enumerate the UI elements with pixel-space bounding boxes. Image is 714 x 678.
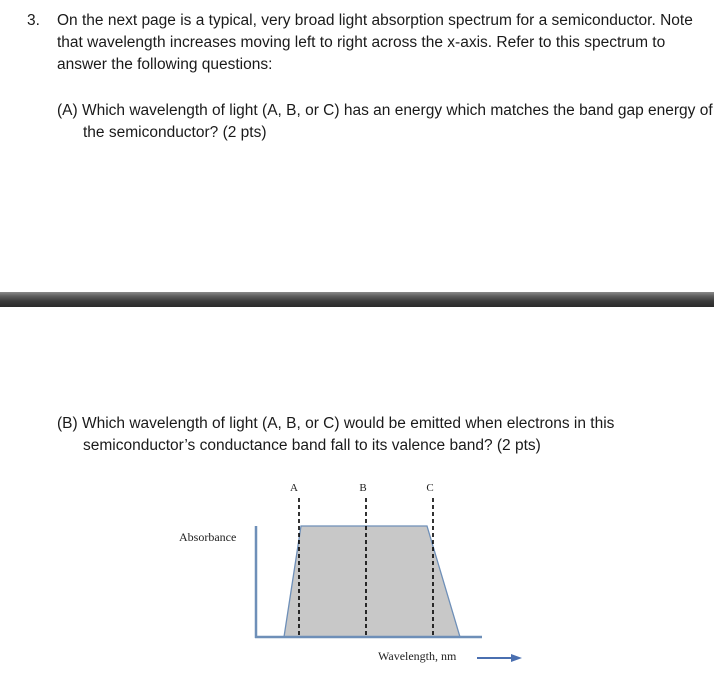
question-prompt: On the next page is a typical, very broad light absorption spectrum for a semiconductor. Note that wavelength increases moving left to right across the x-axis. Refer to this spectrum to answer the following questions: (57, 12, 693, 73)
question-part-b: (B) Which wavelength of light (A, B, or C) would be emitted when electrons in this semiconductor’s conductance band fall to its valence band? (2 pts) (57, 415, 615, 454)
page-break-divider (0, 292, 714, 307)
spectrum-plot (170, 478, 540, 670)
marker-label-a: A (290, 482, 298, 494)
x-axis-label: Wavelength, nm (378, 649, 457, 663)
question-part-a: (A) Which wavelength of light (A, B, or C) has an energy which matches the band gap energy of the semiconductor? (2 pts) (57, 102, 713, 141)
absorption-spectrum-figure (170, 478, 540, 670)
wavelength-arrow-head (511, 654, 522, 662)
question-number: 3. (27, 12, 40, 29)
marker-label-b: B (359, 482, 367, 494)
y-axis-label: Absorbance (179, 530, 237, 544)
marker-label-c: C (426, 482, 434, 494)
